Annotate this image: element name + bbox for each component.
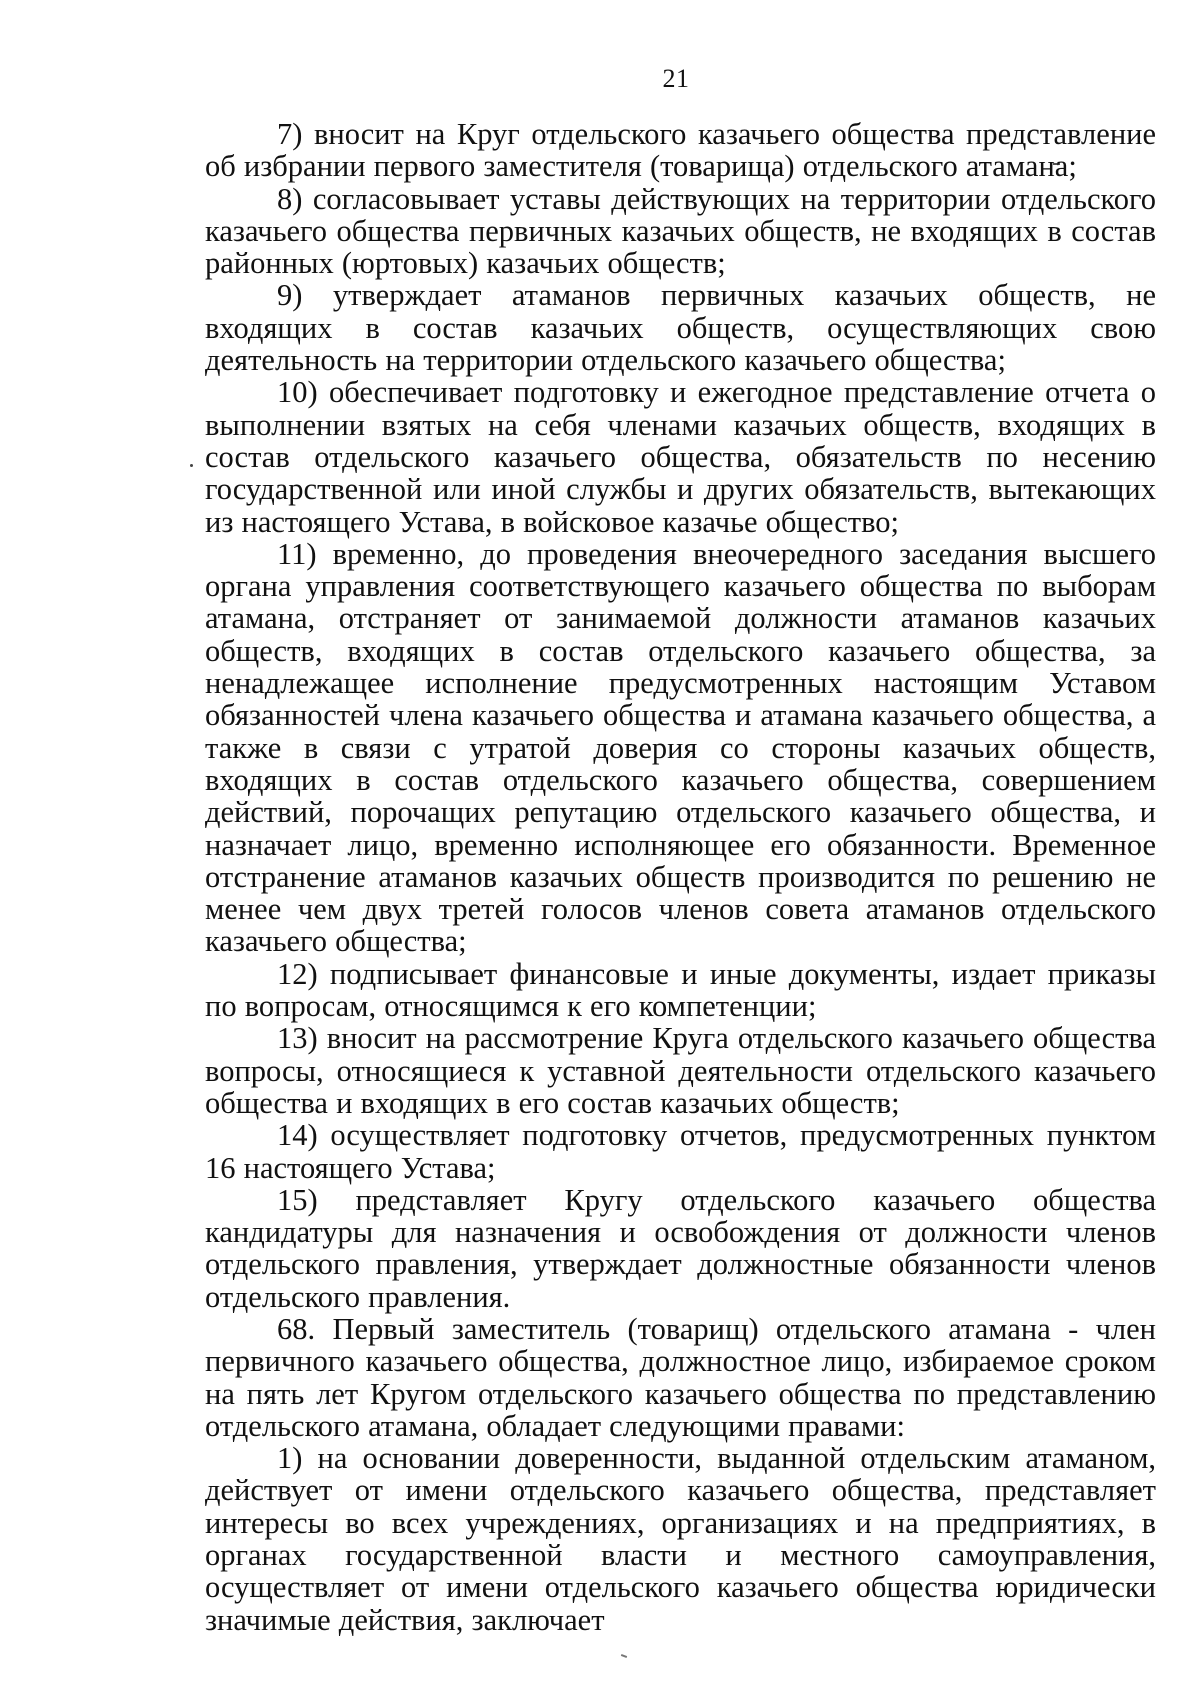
paragraph-item-13: 13) вносит на рассмотрение Круга отдельского казачьего общества вопросы, относящиеся к уставной деятельности отдельского казачьего общества и входящих в его состав казачьих обществ; (205, 1021, 1156, 1120)
scan-artifact-dot (190, 464, 193, 467)
paragraph-item-11: 11) временно, до проведения внеочередного заседания высшего органа управления соответствующего казачьего общества по выборам атамана, отстраняет от занимаемой должности атаманов казачьих обществ, входящих в состав отдельского казачьего общества, за ненадлежащее исполнение предусмотренных настоящим Уставом обязанностей члена казачьего общества и атамана казачьего общества, а также в связи с утратой доверия со стороны казачьих обществ, входящих в состав отдельского казачьего общества, совершением действий, порочащих репутацию отдельского казачьего общества, и назначает лицо, временно исполняющее его обязанности. Временное отстранение атаманов казачьих обществ производится по решению не менее чем двух третей голосов членов совета атаманов отдельского казачьего общества; (205, 536, 1156, 959)
paragraph-item-8: 8) согласовывает уставы действующих на территории отдельского казачьего общества первичных казачьих обществ, не входящих в состав районных (юртовых) казачьих обществ; (205, 181, 1156, 281)
paragraph-item-14: 14) осуществляет подготовку отчетов, предусмотренных пунктом 16 настоящего Устава; (205, 1118, 1156, 1185)
paragraph-section-68-item-1: 1) на основании доверенности, выданной отдельским атаманом, действует от имени отдельского казачьего общества, представляет интересы во всех учреждениях, организациях и на предприятиях, в органах государственной власти и местного самоуправления, осуществляет от имени отдельского казачьего общества юридически значимые действия, заключает (205, 1441, 1156, 1637)
paragraph-item-10: 10) обеспечивает подготовку и ежегодное представление отчета о выполнении взятых на себя членами казачьих обществ, входящих в состав отдельского казачьего общества, обязательств по несению государственной или иной службы и других обязательств, вытекающих из настоящего Устава, в войсковое казачье общество; (205, 375, 1156, 539)
paragraph-item-7: 7) вносит на Круг отдельского казачьего общества представление об избрании первого заместителя (товарища) отдельского атамана; (205, 117, 1156, 184)
scan-artifact-mark (621, 1654, 627, 1658)
paragraph-item-12: 12) подписывает финансовые и иные документы, издает приказы по вопросам, относящимся к его компетенции; (205, 956, 1156, 1024)
document-body (205, 118, 1156, 1636)
paragraph-section-68: 68. Первый заместитель (товарищ) отдельского атамана - член первичного казачьего общества, должностное лицо, избираемое сроком на пять лет Кругом отдельского казачьего общества по представлению отдельского атамана, обладает следующими правами: (205, 1311, 1156, 1443)
page-number: 21 (662, 64, 690, 93)
paragraph-item-9: 9) утверждает атаманов первичных казачьих обществ, не входящих в состав казачьих обществ, осуществляющих свою деятельность на территории отдельского казачьего общества; (205, 278, 1156, 378)
paragraph-item-15: 15) представляет Кругу отдельского казачьего общества кандидатуры для назначения и освобождения от должности членов отдельского правления, утверждает должностные обязанности членов отдельского правления. (205, 1182, 1156, 1314)
